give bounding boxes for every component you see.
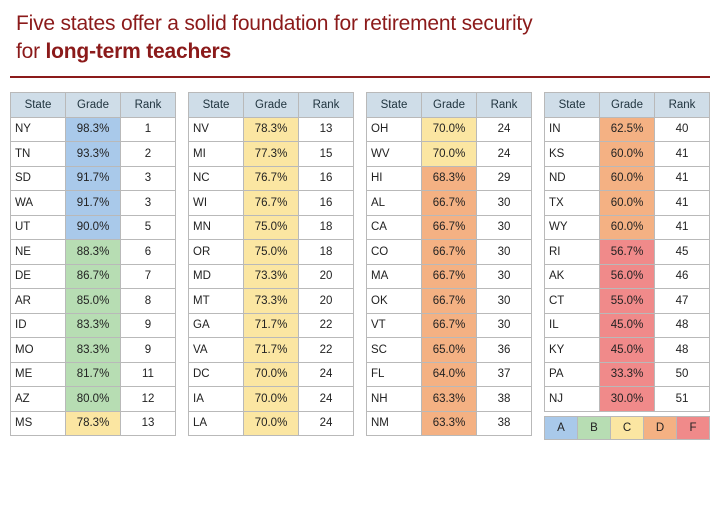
cell-state: NY	[11, 117, 66, 142]
cell-grade: 55.0%	[600, 289, 655, 314]
cell-rank: 29	[477, 166, 532, 191]
cell-rank: 1	[121, 117, 176, 142]
cell-rank: 20	[299, 289, 354, 314]
table-row	[189, 264, 354, 289]
table-row	[11, 117, 176, 142]
cell-grade: 71.7%	[244, 338, 299, 363]
grade-table-4	[544, 92, 710, 440]
table	[188, 92, 354, 436]
cell-grade: 90.0%	[66, 215, 121, 240]
cell-state: MO	[11, 338, 66, 363]
cell-state: TX	[545, 191, 600, 216]
cell-grade: 66.7%	[422, 264, 477, 289]
table-row	[189, 240, 354, 265]
cell-grade: 60.0%	[600, 166, 655, 191]
legend-item-c: C	[611, 417, 644, 439]
cell-rank: 13	[299, 117, 354, 142]
cell-rank: 37	[477, 362, 532, 387]
cell-state: MS	[11, 411, 66, 436]
column-header-rank: Rank	[477, 93, 532, 118]
cell-grade: 73.3%	[244, 289, 299, 314]
cell-rank: 3	[121, 166, 176, 191]
column-header-state: State	[545, 93, 600, 118]
cell-state: NH	[367, 387, 422, 412]
cell-rank: 38	[477, 411, 532, 436]
cell-rank: 38	[477, 387, 532, 412]
table-header-row	[545, 93, 710, 118]
column-header-state: State	[11, 93, 66, 118]
cell-state: IL	[545, 313, 600, 338]
cell-state: ID	[11, 313, 66, 338]
cell-rank: 46	[655, 264, 710, 289]
cell-rank: 20	[299, 264, 354, 289]
table-row	[11, 166, 176, 191]
table-row	[189, 191, 354, 216]
cell-state: DE	[11, 264, 66, 289]
grade-table-1	[10, 92, 176, 440]
table-row	[545, 362, 710, 387]
table-row	[189, 166, 354, 191]
cell-rank: 2	[121, 142, 176, 167]
cell-state: AL	[367, 191, 422, 216]
title-line1: Five states offer a solid foundation for retirement security	[16, 12, 533, 35]
table-row	[11, 313, 176, 338]
cell-rank: 41	[655, 215, 710, 240]
table-row	[11, 289, 176, 314]
grade-table-3	[366, 92, 532, 440]
cell-state: ND	[545, 166, 600, 191]
table-row	[11, 142, 176, 167]
table-row	[189, 215, 354, 240]
cell-state: MD	[189, 264, 244, 289]
cell-state: OH	[367, 117, 422, 142]
table-row	[545, 289, 710, 314]
cell-rank: 22	[299, 313, 354, 338]
cell-grade: 63.3%	[422, 411, 477, 436]
cell-state: SC	[367, 338, 422, 363]
cell-state: MN	[189, 215, 244, 240]
cell-state: FL	[367, 362, 422, 387]
table-row	[367, 289, 532, 314]
column-header-state: State	[189, 93, 244, 118]
cell-state: DC	[189, 362, 244, 387]
cell-state: ME	[11, 362, 66, 387]
table-row	[11, 215, 176, 240]
table-row	[545, 338, 710, 363]
cell-grade: 85.0%	[66, 289, 121, 314]
cell-rank: 18	[299, 240, 354, 265]
cell-grade: 73.3%	[244, 264, 299, 289]
cell-grade: 45.0%	[600, 313, 655, 338]
cell-rank: 41	[655, 191, 710, 216]
table-row	[367, 191, 532, 216]
table-row	[545, 264, 710, 289]
column-header-grade: Grade	[422, 93, 477, 118]
table-row	[367, 117, 532, 142]
cell-state: KY	[545, 338, 600, 363]
cell-rank: 24	[299, 387, 354, 412]
cell-grade: 56.7%	[600, 240, 655, 265]
column-header-rank: Rank	[299, 93, 354, 118]
cell-state: CA	[367, 215, 422, 240]
cell-state: AR	[11, 289, 66, 314]
table-header-row	[189, 93, 354, 118]
table	[366, 92, 532, 436]
legend-item-d: D	[644, 417, 677, 439]
cell-rank: 8	[121, 289, 176, 314]
cell-state: PA	[545, 362, 600, 387]
cell-grade: 70.0%	[422, 117, 477, 142]
cell-state: SD	[11, 166, 66, 191]
cell-rank: 30	[477, 313, 532, 338]
cell-state: NE	[11, 240, 66, 265]
cell-rank: 36	[477, 338, 532, 363]
cell-state: RI	[545, 240, 600, 265]
table	[544, 92, 710, 412]
cell-state: CO	[367, 240, 422, 265]
cell-grade: 98.3%	[66, 117, 121, 142]
cell-rank: 30	[477, 215, 532, 240]
table-header-row	[367, 93, 532, 118]
title-line2-prefix: for	[16, 40, 46, 63]
legend-item-b: B	[578, 417, 611, 439]
table-row	[11, 362, 176, 387]
cell-grade: 83.3%	[66, 338, 121, 363]
cell-state: NV	[189, 117, 244, 142]
cell-rank: 24	[299, 411, 354, 436]
cell-grade: 66.7%	[422, 215, 477, 240]
table-row	[367, 387, 532, 412]
cell-grade: 66.7%	[422, 313, 477, 338]
cell-rank: 7	[121, 264, 176, 289]
cell-grade: 71.7%	[244, 313, 299, 338]
column-header-grade: Grade	[66, 93, 121, 118]
table-row	[189, 338, 354, 363]
cell-rank: 9	[121, 313, 176, 338]
cell-state: NJ	[545, 387, 600, 412]
table-row	[189, 142, 354, 167]
cell-state: GA	[189, 313, 244, 338]
cell-grade: 81.7%	[66, 362, 121, 387]
legend-item-a: A	[545, 417, 578, 439]
cell-state: AZ	[11, 387, 66, 412]
title-line2-emphasis: long-term teachers	[45, 40, 231, 63]
table-row	[367, 362, 532, 387]
table-row	[11, 387, 176, 412]
title-block	[0, 0, 720, 66]
cell-rank: 41	[655, 166, 710, 191]
cell-grade: 66.7%	[422, 289, 477, 314]
table-row	[367, 411, 532, 436]
table-row	[545, 240, 710, 265]
cell-grade: 70.0%	[244, 362, 299, 387]
cell-grade: 45.0%	[600, 338, 655, 363]
cell-grade: 75.0%	[244, 215, 299, 240]
grade-table-2	[188, 92, 354, 440]
table-row	[367, 215, 532, 240]
table-row	[545, 387, 710, 412]
cell-grade: 76.7%	[244, 191, 299, 216]
cell-grade: 30.0%	[600, 387, 655, 412]
page-title	[16, 10, 704, 66]
cell-state: WY	[545, 215, 600, 240]
cell-rank: 30	[477, 289, 532, 314]
cell-state: MA	[367, 264, 422, 289]
cell-rank: 5	[121, 215, 176, 240]
cell-grade: 70.0%	[244, 387, 299, 412]
table-row	[545, 142, 710, 167]
cell-rank: 16	[299, 166, 354, 191]
cell-grade: 80.0%	[66, 387, 121, 412]
cell-state: IA	[189, 387, 244, 412]
cell-grade: 93.3%	[66, 142, 121, 167]
cell-grade: 91.7%	[66, 166, 121, 191]
cell-grade: 66.7%	[422, 191, 477, 216]
table-row	[11, 264, 176, 289]
cell-grade: 76.7%	[244, 166, 299, 191]
cell-state: MI	[189, 142, 244, 167]
cell-rank: 47	[655, 289, 710, 314]
table-row	[545, 191, 710, 216]
table-row	[545, 117, 710, 142]
table-row	[545, 166, 710, 191]
table-row	[367, 142, 532, 167]
cell-rank: 22	[299, 338, 354, 363]
column-header-grade: Grade	[600, 93, 655, 118]
cell-rank: 6	[121, 240, 176, 265]
cell-grade: 63.3%	[422, 387, 477, 412]
cell-state: CT	[545, 289, 600, 314]
cell-grade: 83.3%	[66, 313, 121, 338]
cell-state: OR	[189, 240, 244, 265]
cell-rank: 41	[655, 142, 710, 167]
cell-rank: 30	[477, 240, 532, 265]
table-row	[367, 240, 532, 265]
cell-grade: 66.7%	[422, 240, 477, 265]
cell-state: HI	[367, 166, 422, 191]
table-row	[367, 166, 532, 191]
grade-legend	[544, 416, 710, 440]
cell-rank: 24	[477, 117, 532, 142]
cell-grade: 60.0%	[600, 215, 655, 240]
cell-state: WV	[367, 142, 422, 167]
cell-grade: 70.0%	[244, 411, 299, 436]
cell-state: NM	[367, 411, 422, 436]
table-row	[189, 387, 354, 412]
table-row	[367, 264, 532, 289]
grade-tables	[0, 78, 720, 440]
cell-grade: 60.0%	[600, 142, 655, 167]
cell-rank: 9	[121, 338, 176, 363]
table-row	[11, 240, 176, 265]
cell-rank: 51	[655, 387, 710, 412]
cell-rank: 50	[655, 362, 710, 387]
cell-rank: 30	[477, 191, 532, 216]
cell-rank: 30	[477, 264, 532, 289]
cell-rank: 18	[299, 215, 354, 240]
table-row	[367, 313, 532, 338]
cell-state: WA	[11, 191, 66, 216]
table-row	[545, 215, 710, 240]
cell-grade: 86.7%	[66, 264, 121, 289]
cell-state: NC	[189, 166, 244, 191]
cell-rank: 48	[655, 338, 710, 363]
cell-rank: 12	[121, 387, 176, 412]
cell-rank: 24	[477, 142, 532, 167]
cell-grade: 91.7%	[66, 191, 121, 216]
cell-grade: 60.0%	[600, 191, 655, 216]
column-header-state: State	[367, 93, 422, 118]
table-row	[189, 411, 354, 436]
cell-rank: 40	[655, 117, 710, 142]
table-row	[189, 289, 354, 314]
cell-rank: 15	[299, 142, 354, 167]
legend-item-f: F	[677, 417, 709, 439]
cell-state: IN	[545, 117, 600, 142]
cell-rank: 24	[299, 362, 354, 387]
cell-grade: 64.0%	[422, 362, 477, 387]
cell-grade: 70.0%	[422, 142, 477, 167]
table-row	[545, 313, 710, 338]
cell-state: LA	[189, 411, 244, 436]
table-row	[189, 117, 354, 142]
cell-grade: 65.0%	[422, 338, 477, 363]
column-header-rank: Rank	[655, 93, 710, 118]
cell-state: KS	[545, 142, 600, 167]
cell-rank: 48	[655, 313, 710, 338]
column-header-grade: Grade	[244, 93, 299, 118]
cell-grade: 33.3%	[600, 362, 655, 387]
table-row	[11, 338, 176, 363]
table-row	[189, 313, 354, 338]
cell-rank: 45	[655, 240, 710, 265]
cell-rank: 3	[121, 191, 176, 216]
cell-grade: 77.3%	[244, 142, 299, 167]
cell-state: UT	[11, 215, 66, 240]
cell-grade: 62.5%	[600, 117, 655, 142]
cell-grade: 78.3%	[66, 411, 121, 436]
cell-state: WI	[189, 191, 244, 216]
table-header-row	[11, 93, 176, 118]
cell-rank: 16	[299, 191, 354, 216]
cell-state: MT	[189, 289, 244, 314]
table	[10, 92, 176, 436]
cell-rank: 13	[121, 411, 176, 436]
cell-grade: 78.3%	[244, 117, 299, 142]
cell-grade: 56.0%	[600, 264, 655, 289]
cell-state: VA	[189, 338, 244, 363]
table-row	[11, 191, 176, 216]
cell-grade: 88.3%	[66, 240, 121, 265]
cell-rank: 11	[121, 362, 176, 387]
table-row	[189, 362, 354, 387]
table-row	[367, 338, 532, 363]
cell-state: VT	[367, 313, 422, 338]
column-header-rank: Rank	[121, 93, 176, 118]
cell-state: AK	[545, 264, 600, 289]
cell-state: TN	[11, 142, 66, 167]
cell-grade: 68.3%	[422, 166, 477, 191]
table-row	[11, 411, 176, 436]
cell-state: OK	[367, 289, 422, 314]
cell-grade: 75.0%	[244, 240, 299, 265]
